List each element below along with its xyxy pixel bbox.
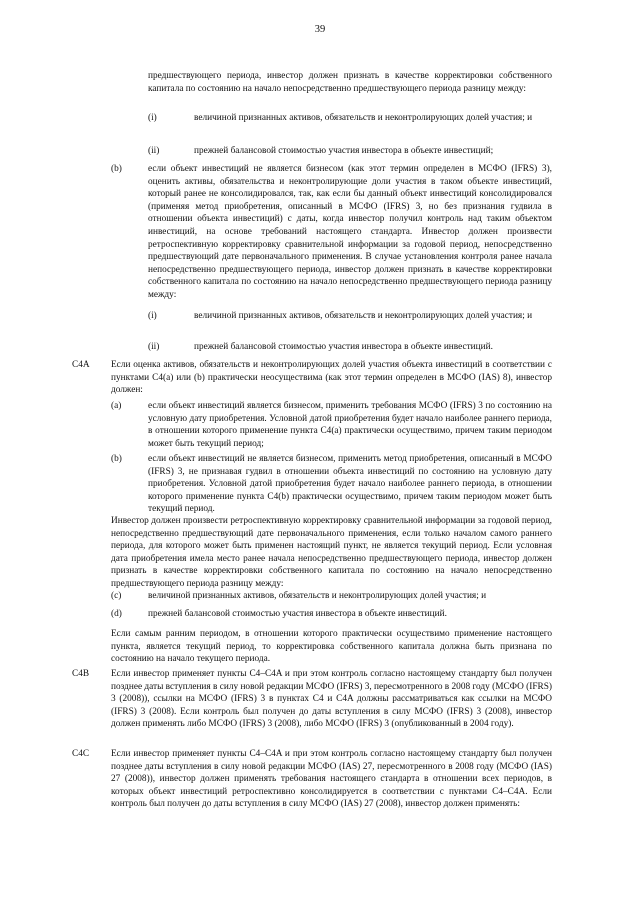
c4a-text: Если оценка активов, обязательств и неконтролирующих долей участия объекта инвестиций в соответствии с пунктами C4(a) или (b) практически неосуществима (как этот термин определен в МСФО (IAS) 8), инвестор должен: (111, 360, 552, 396)
c4a-item-text: прежней балансовой стоимостью участия инвестора в объекте инвестиций. (148, 609, 447, 619)
para-b-label: (b) (111, 164, 122, 174)
c4c-label: C4C (72, 749, 90, 759)
intro-paragraph: предшествующего периода, инвестор должен признать в качестве корректировки собственного капитала по состоянию на начало непосредственно предшествующего периода разницу между: (148, 71, 552, 94)
c4a-item-text: величиной признанных активов, обязательств и неконтролирующих долей участия; и (148, 591, 487, 601)
page-number: 39 (314, 24, 326, 35)
c4a-paragraph-3: Если самым ранним периодом, в отношении которого практически осуществимо применение настоящего пункта, является текущий период, то корректировка собственного капитала должна быть признана по состоянию на начало текущего периода. (111, 629, 552, 665)
c4a-item-label: (d) (111, 609, 122, 619)
intro-item-text: величиной признанных активов, обязательств и неконтролирующих долей участия; и (194, 113, 533, 123)
c4a-item-label: (a) (111, 401, 122, 411)
c4b-text: Если инвестор применяет пункты C4–C4A и при этом контроль согласно настоящему стандарту был получен позднее даты вступления в силу новой редакции МСФО (IFRS) 3, пересмотренного в 2008 году (МСФО (IFRS) 3 (2008)), ссылки на МСФО (IFRS) 3 в пунктах C4 и C4A должны рассматриваться как ссылки на МСФО (IFRS) 3 (2008). Если контроль был получен до даты вступления в силу МСФО (IFRS) 3 (2008), инвестор должен применять либо МСФО (IFRS) 3 (2008), либо МСФО (IFRS) 3 (опубликованный в 2004 году). (111, 669, 552, 730)
c4a-paragraph-2: Инвестор должен произвести ретроспективную корректировку сравнительной информации за годовой период, непосредственно предшествующий дате первоначального применения, если только началом самого раннего периода, для которого может быть применен настоящий пункт, не является текущий период. Если условная дата приобретения имела место ранее начала непосредственно предшествующего периода, инвестор должен признать в качестве корректировки собственного капитала по состоянию на начало непосредственно предшествующего периода разницу между: (111, 516, 552, 589)
para-b-item-label: (ii) (148, 342, 160, 352)
para-b-item-text: прежней балансовой стоимостью участия инвестора в объекте инвестиций. (194, 342, 493, 352)
c4a-item-text: если объект инвестиций является бизнесом, применить требования МСФО (IFRS) 3 по состоянию на условную дату приобретения. Условной датой приобретения будет начало наиболее раннего периода, в отношении которого применение пункта C4(a) практически осуществимо, причем таким периодом может быть текущий период; (148, 401, 552, 449)
para-b-text: если объект инвестиций не является бизнесом (как этот термин определен в МСФО (IFRS) 3), оценить активы, обязательства и неконтролирующие доли участия в таком объекте инвестиций, который ранее не консолидировался, так, как если бы данный объект инвестиций консолидировался (применяя метод приобретения, описанный в МСФО (IFRS) 3, но без признания гудвила в отношении объекта инвестиций) с даты, когда инвестор получил контроль над таким объектом инвестиций, на основе требований настоящего стандарта. Инвестор должен произвести ретроспективную корректировку сравнительной информации за годовой период, непосредственно предшествующий дате первоначального применения. В случае установления контроля ранее начала непосредственно предшествующего периода, инвестор должен признать в качестве корректировки собственного капитала по состоянию на начало непосредственно предшествующего периода разницу между: (148, 164, 552, 300)
c4b-label: C4B (72, 669, 90, 679)
para-b-item-text: величиной признанных активов, обязательств и неконтролирующих долей участия; и (194, 311, 533, 321)
intro-item-label: (i) (148, 113, 157, 123)
c4a-item-label: (b) (111, 454, 122, 464)
para-b-item-label: (i) (148, 311, 157, 321)
c4a-item-label: (c) (111, 591, 122, 601)
intro-item-text: прежней балансовой стоимостью участия инвестора в объекте инвестиций; (194, 146, 494, 156)
c4c-text: Если инвестор применяет пункты C4–C4A и при этом контроль согласно настоящему стандарту был получен позднее даты вступления в силу новой редакции МСФО (IAS) 27, пересмотренного в 2008 году (МСФО (IAS) 27 (2008)), инвестор должен применять требования настоящего стандарта в отношении всех периодов, в которых объект инвестиций ретроспективно консолидируется в соответствии с пунктами C4–C4A. Если контроль был получен до даты вступления в силу МСФО (IAS) 27 (2008), инвестор должен применять: (111, 749, 552, 810)
intro-item-label: (ii) (148, 146, 160, 156)
c4a-item-text: если объект инвестиций не является бизнесом, применить метод приобретения, описанный в МСФО (IFRS) 3, не признавая гудвил в отношении объекта инвестиций по состоянию на условную дату приобретения. Условной датой приобретения будет начало наиболее раннего периода, в отношении которого применение пункта C4(b) практически осуществимо, причем таким периодом может быть текущий период. (148, 454, 552, 515)
c4a-label: C4A (72, 360, 90, 370)
